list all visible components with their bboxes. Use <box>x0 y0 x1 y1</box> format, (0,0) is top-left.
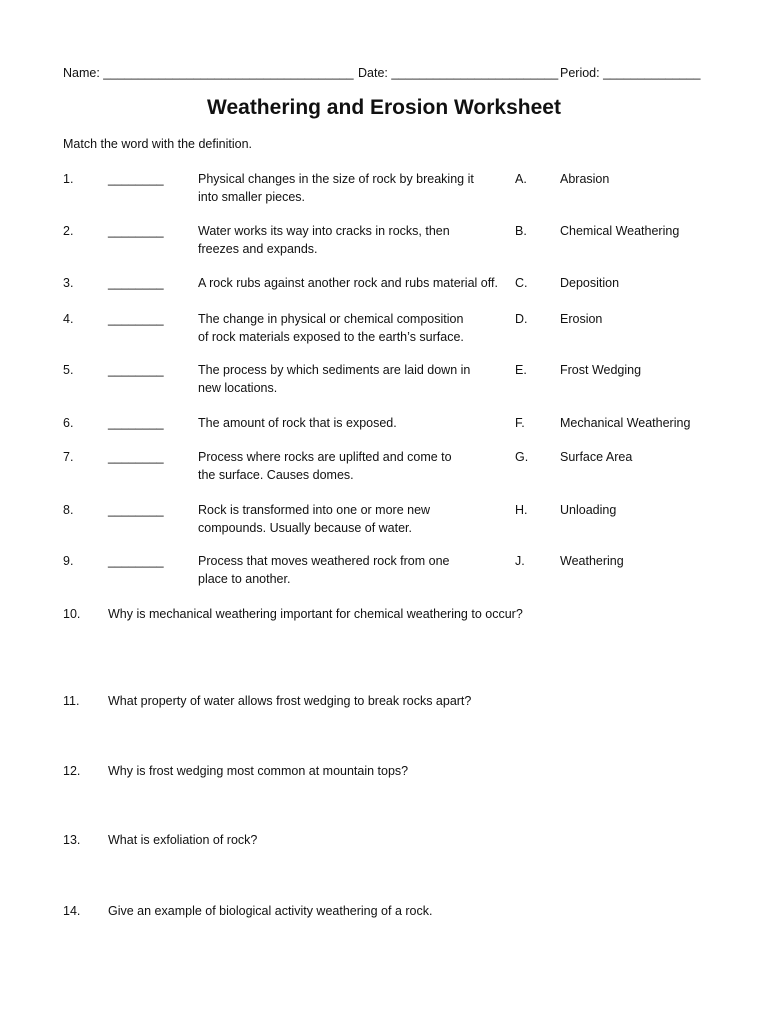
term-letter: A. <box>515 172 527 186</box>
question-text: Give an example of biological activity weathering of a rock. <box>108 904 433 918</box>
question-number: 10. <box>63 607 81 621</box>
item-number: 3. <box>63 276 74 290</box>
term: Weathering <box>560 554 624 568</box>
term: Deposition <box>560 276 620 290</box>
answer-blank[interactable]: ________ <box>108 312 164 326</box>
term: Mechanical Weathering <box>560 416 691 430</box>
question-text: Why is frost wedging most common at mountain tops? <box>108 764 409 778</box>
definition-line: Rock is transformed into one or more new <box>198 503 431 517</box>
definition-line: The change in physical or chemical composition <box>198 312 464 326</box>
item-number: 2. <box>63 224 74 238</box>
term: Abrasion <box>560 172 610 186</box>
answer-blank[interactable]: ________ <box>108 416 164 430</box>
term-letter: C. <box>515 276 528 290</box>
term-letter: F. <box>515 416 525 430</box>
item-number: 8. <box>63 503 74 517</box>
term-letter: E. <box>515 363 527 377</box>
definition-line: Water works its way into cracks in rocks, then <box>198 224 450 238</box>
question-text: What is exfoliation of rock? <box>108 833 258 847</box>
item-number: 1. <box>63 172 74 186</box>
name-field[interactable]: Name: ____________________________________ <box>63 66 354 80</box>
answer-blank[interactable]: ________ <box>108 224 164 238</box>
question-text: What property of water allows frost wedging to break rocks apart? <box>108 694 472 708</box>
definition-line: The amount of rock that is exposed. <box>198 416 397 430</box>
definition-line: the surface. Causes domes. <box>198 467 354 482</box>
answer-blank[interactable]: ________ <box>108 554 164 568</box>
definition-line: Process that moves weathered rock from one <box>198 554 450 568</box>
definition-line: of rock materials exposed to the earth’s surface. <box>198 329 464 344</box>
question-number: 12. <box>63 764 81 778</box>
worksheet-title: Weathering and Erosion Worksheet <box>207 96 561 119</box>
definition-line: A rock rubs against another rock and rubs material off. <box>198 276 498 290</box>
term-letter: B. <box>515 224 527 238</box>
item-number: 6. <box>63 416 74 430</box>
answer-blank[interactable]: ________ <box>108 172 164 186</box>
term: Unloading <box>560 503 617 517</box>
date-field[interactable]: Date: ________________________ <box>358 66 559 80</box>
instructions: Match the word with the definition. <box>63 137 252 151</box>
question-number: 11. <box>63 694 80 708</box>
period-field[interactable]: Period: ______________ <box>560 66 701 80</box>
definition-line: place to another. <box>198 571 291 586</box>
definition-line: Physical changes in the size of rock by breaking it <box>198 172 474 186</box>
definition-line: into smaller pieces. <box>198 189 305 204</box>
answer-blank[interactable]: ________ <box>108 450 164 464</box>
definition-line: compounds. Usually because of water. <box>198 520 413 535</box>
term: Frost Wedging <box>560 363 642 377</box>
term-letter: H. <box>515 503 528 517</box>
term: Erosion <box>560 312 603 326</box>
item-number: 4. <box>63 312 74 326</box>
definition-line: Process where rocks are uplifted and come to <box>198 450 452 464</box>
definition-line: freezes and expands. <box>198 241 318 256</box>
term: Chemical Weathering <box>560 224 680 238</box>
answer-blank[interactable]: ________ <box>108 276 164 290</box>
definition-line: The process by which sediments are laid down in <box>198 363 471 377</box>
question-text: Why is mechanical weathering important for chemical weathering to occur? <box>108 607 523 621</box>
term-letter: G. <box>515 450 529 464</box>
question-number: 13. <box>63 833 81 847</box>
term-letter: J. <box>515 554 525 568</box>
item-number: 7. <box>63 450 74 464</box>
term-letter: D. <box>515 312 528 326</box>
question-number: 14. <box>63 904 81 918</box>
definition-line: new locations. <box>198 380 278 395</box>
item-number: 5. <box>63 363 74 377</box>
answer-blank[interactable]: ________ <box>108 503 164 517</box>
term: Surface Area <box>560 450 633 464</box>
item-number: 9. <box>63 554 74 568</box>
answer-blank[interactable]: ________ <box>108 363 164 377</box>
